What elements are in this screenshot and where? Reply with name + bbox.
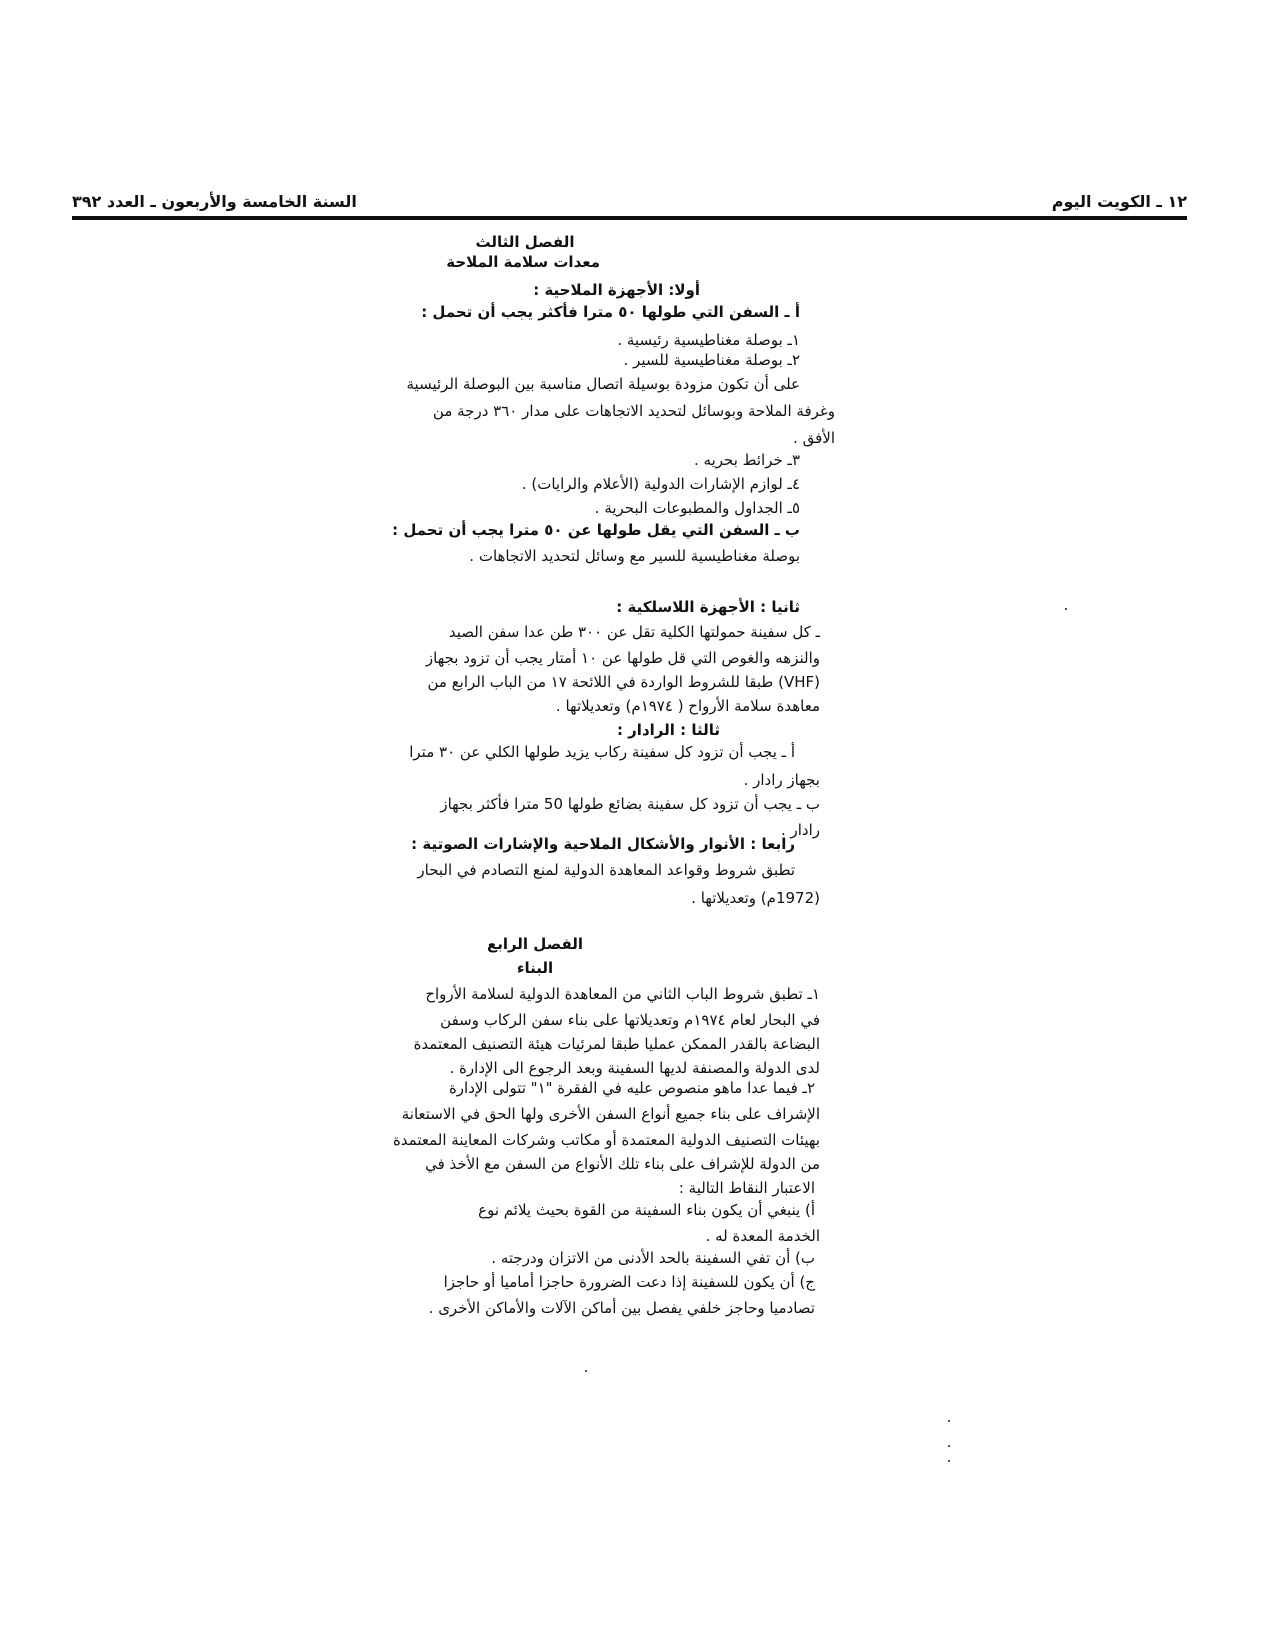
item-3: ٣ـ خرائط بحريه . [693,451,800,469]
scan-mark [948,1420,950,1422]
clause-2-line-1: ٢ـ فيما عدا ماهو منصوص عليه في الفقرة "١" تتولى الإدارة [448,1079,815,1097]
point-c-line-1: ج) أن يكون للسفينة إذا دعت الضرورة حاجزا أماميا أو حاجزا [443,1273,815,1291]
second-heading: ثانيا : الأجهزة اللاسلكية : [616,598,800,616]
section-b-text: بوصلة مغناطيسية للسير مع وسائل لتحديد الاتجاهات . [469,547,800,565]
scan-mark [948,1460,950,1462]
clause-2-line-4: من الدولة للإشراف على بناء تلك الأنواع من السفن مع الأخذ في [425,1155,820,1173]
section-a-line: أ ـ السفن التي طولها ٥٠ مترا فأكثر يجب أن تحمل : [421,303,800,321]
chapter4-subtitle: البناء [516,959,554,977]
paragraph-4-line-2: (1972م) وتعديلاتها . [691,889,820,907]
paragraph-3-line-2: بجهاز رادار . [743,771,820,789]
paragraph-1-line-1: على أن تكون مزودة بوسيلة اتصال مناسبة بين البوصلة الرئيسية [406,375,800,393]
clause-1-line-2: في البحار لعام ١٩٧٤م وتعديلاتها على بناء سفن الركاب وسفن [440,1011,820,1029]
clause-2-line-5: الاعتبار النقاط التالية : [678,1179,815,1197]
paragraph-4-line-1: تطبق شروط وقواعد المعاهدة الدولية لمنع التصادم في البحار [417,861,795,879]
third-heading: ثالثا : الرادار : [616,721,720,739]
paragraph-3-line-3: ب ـ يجب أن تزود كل سفينة بضائع طولها 50 مترا فأكثر بجهاز [440,795,820,813]
first-heading: أولا: الأجهزة الملاحية : [533,281,700,299]
point-c-line-2: تصادميا وحاجز خلفي يفصل بين أماكن الآلات والأماكن الأخرى . [428,1299,815,1317]
paragraph-3-line-1: أ ـ يجب أن تزود كل سفينة ركاب يزيد طولها الكلي عن ٣٠ مترا [409,743,795,761]
clause-1-line-3: البضاعة بالقدر الممكن عمليا طبقا لمرئيات هيئة التصنيف المعتمدة [413,1035,820,1053]
chapter3-subtitle: معدات سلامة الملاحة [446,253,600,271]
paragraph-2-line-3: (VHF) طبقا للشروط الواردة في اللائحة ١٧ من الباب الرابع من [427,673,820,691]
scan-mark [1065,608,1067,610]
item-1: ١ـ بوصلة مغناطيسية رئيسية . [617,331,800,349]
point-b: ب) أن تفي السفينة بالحد الأدنى من الاتزان ودرجته . [491,1249,815,1267]
paragraph-3-line-4: رادار . [780,821,820,839]
clause-1-line-1: ١ـ تطبق شروط الباب الثاني من المعاهدة الدولية لسلامة الأرواح [425,985,820,1003]
item-2: ٢ـ بوصلة مغناطيسية للسير . [623,351,800,369]
scan-mark [585,1370,587,1372]
paragraph-2-line-4: معاهدة سلامة الأرواح ( ١٩٧٤م) وتعديلاتها . [555,697,820,715]
point-a-line-1: أ) ينبغي أن يكون بناء السفينة من القوة بحيث يلائم نوع [478,1201,815,1219]
clause-2-line-2: الإشراف على بناء جميع أنواع السفن الأخرى ولها الحق في الاستعانة [401,1105,820,1123]
paragraph-2-line-1: ـ كل سفينة حمولتها الكلية تقل عن ٣٠٠ طن عدا سفن الصيد [448,623,820,641]
chapter4-title: الفصل الرابع [486,935,584,953]
point-a-line-2: الخدمة المعدة له . [705,1227,820,1245]
header-rule [72,216,1187,220]
clause-2-line-3: بهيئات التصنيف الدولية المعتمدة أو مكاتب وشركات المعاينة المعتمدة [392,1131,820,1149]
chapter3-title: الفصل الثالث [475,233,575,251]
page-label: ١٢ ـ الكويت اليوم [1051,192,1187,211]
item-5: ٥ـ الجداول والمطبوعات البحرية . [594,499,800,517]
clause-1-line-4: لدى الدولة والمصنفة لديها السفينة وبعد الرجوع الى الإدارة . [449,1059,820,1077]
item-4: ٤ـ لوازم الإشارات الدولية (الأعلام والرايات) . [521,475,800,493]
section-b-line: ب ـ السفن التي يقل طولها عن ٥٠ مترا يجب أن تحمل : [392,521,800,539]
paragraph-1-line-3: الأفق . [793,429,835,447]
paragraph-2-line-2: والنزهه والغوص التي قل طولها عن ١٠ أمتار يجب أن تزود بجهاز [425,649,820,667]
fourth-heading: رابعا : الأنوار والأشكال الملاحية والإشارات الصوتية : [411,835,795,853]
paragraph-1-line-2: وغرفة الملاحة وبوسائل لتحديد الاتجاهات على مدار ٣٦٠ درجة من [432,402,835,420]
scan-mark [948,1445,950,1447]
issue-label: السنة الخامسة والأربعون ـ العدد ٣٩٢ [72,192,357,211]
